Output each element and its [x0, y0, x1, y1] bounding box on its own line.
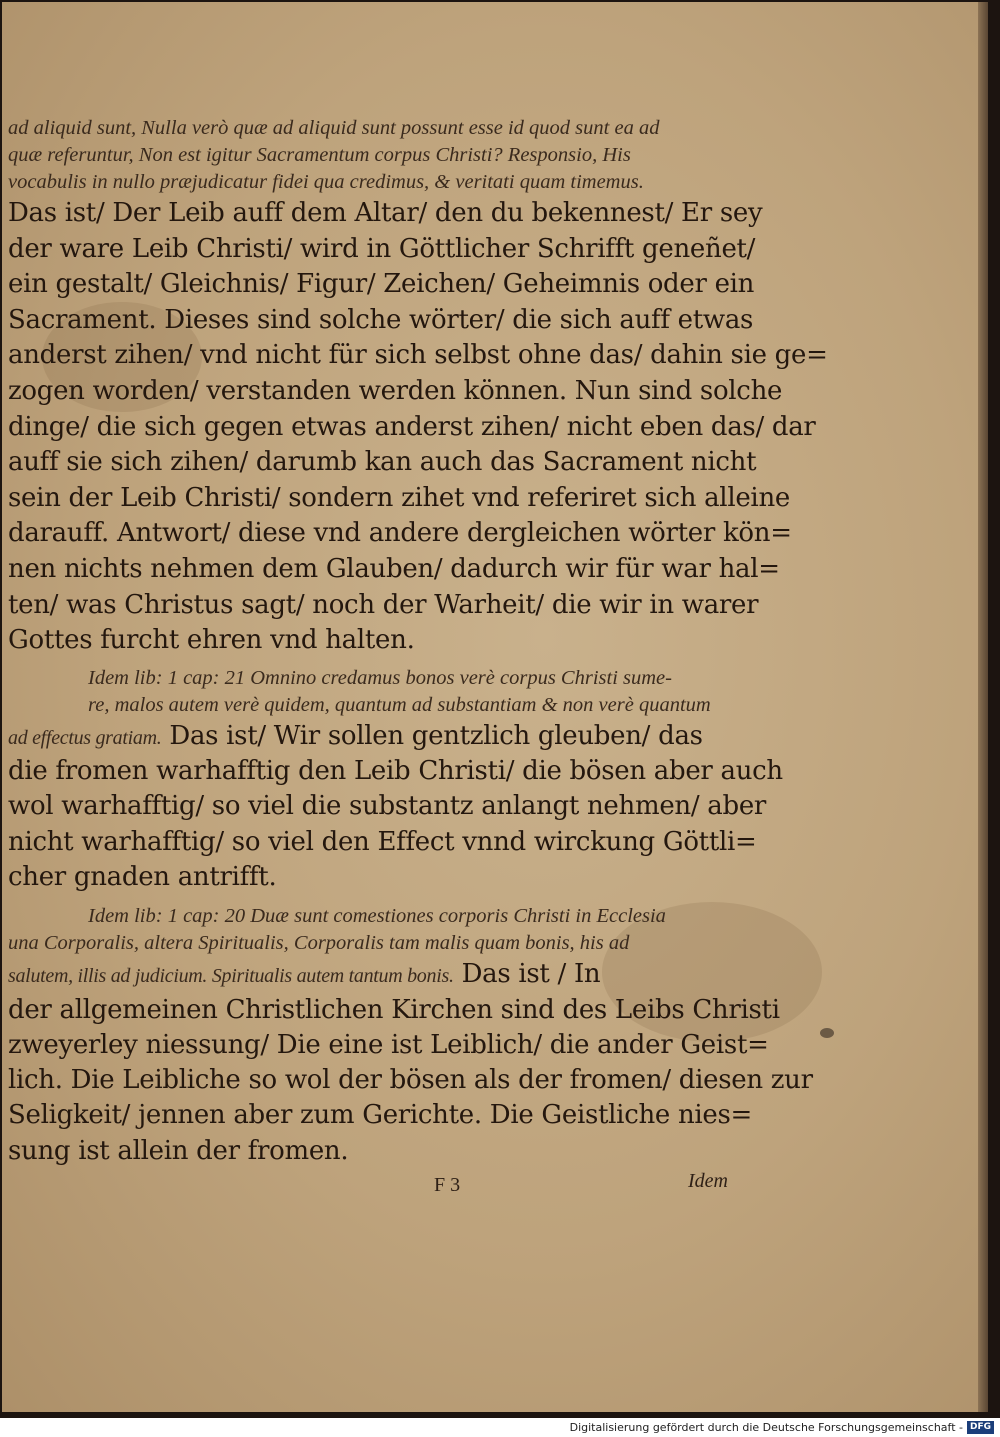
mixed-line: [8, 957, 743, 992]
text-line: una Corporalis, altera Spiritualis, Corporalis tam malis quam bonis, his ad: [8, 932, 630, 955]
text-line: zweyerley niessung/ Die eine ist Leiblich/ die ander Geist=: [8, 1029, 769, 1060]
text-line: die fromen warhafftig den Leib Christi/ die bösen aber auch: [8, 756, 783, 787]
funding-notice: Digitalisierung gefördert durch die Deutsche Forschungsgemeinschaft -: [569, 1421, 963, 1434]
german-passage-2: [8, 719, 783, 895]
text-line: darauff. Antwort/ diese vnd andere dergleichen wörter kön=: [8, 518, 792, 549]
text-line: ad aliquid sunt, Nulla verò quæ ad aliquid sunt possunt esse id quod sunt ea ad: [8, 117, 660, 139]
footer-bar: [0, 1418, 1000, 1437]
text-line: Idem lib: 1 cap: 20 Duæ sunt comestiones corporis Christi in Ecclesia: [88, 905, 666, 928]
text-line: Sacrament. Dieses sind solche wörter/ die sich auff etwas: [8, 304, 754, 335]
latin-fragment: ad effectus gratiam.: [8, 726, 162, 749]
text-line: Das ist/ Der Leib auff dem Altar/ den du bekennest/ Er sey: [8, 198, 763, 228]
text-line: ein gestalt/ Gleichnis/ Figur/ Zeichen/ Geheimnis oder ein: [8, 269, 755, 300]
text-line: lich. Die Leibliche so wol der bösen als der fromen/ diesen zur: [8, 1065, 813, 1096]
text-line: sung ist allein der fromen.: [8, 1135, 349, 1166]
text-line: nen nichts nehmen dem Glauben/ dadurch wir für war hal=: [8, 553, 780, 584]
german-passage-1: [8, 196, 828, 659]
german-passage-3: [8, 957, 813, 1169]
text-line: Idem lib: 1 cap: 21 Omnino credamus bonos verè corpus Christi sume-: [88, 666, 672, 689]
latin-passage-3: [8, 903, 743, 957]
dfg-logo[interactable]: DFG: [967, 1421, 994, 1434]
text-line: wol warhafftig/ so viel die substantz anlangt nehmen/ aber: [8, 791, 767, 822]
text-line: sein der Leib Christi/ sondern zihet vnd referiret sich alleine: [8, 482, 790, 513]
text-line: dinge/ die sich gegen etwas anderst zihen/ nicht eben das/ dar: [8, 411, 816, 442]
ink-blot: [820, 1028, 834, 1038]
text-line: zogen worden/ verstanden werden können. Nun sind solche: [8, 375, 783, 406]
text-line: nicht warhafftig/ so viel den Effect vnnd wirckung Göttli=: [8, 826, 757, 857]
text-line: vocabulis in nullo præjudicatur fidei qua credimus, & veritati quam timemus.: [8, 171, 644, 193]
catchword: Idem: [688, 1170, 728, 1192]
text-line: Gottes furcht ehren vnd halten.: [8, 625, 415, 656]
german-fragment: Das ist/ Wir sollen gentzlich gleuben/ das: [169, 720, 703, 751]
page-edge: [978, 2, 988, 1412]
text-block: [8, 115, 828, 1169]
book-page: [2, 2, 988, 1412]
text-line: quæ referuntur, Non est igitur Sacramentum corpus Christi? Responsio, His: [8, 144, 631, 166]
text-line: re, malos autem verè quidem, quantum ad substantiam & non verè quantum: [88, 693, 711, 716]
mixed-line: [8, 719, 743, 754]
text-line: der ware Leib Christi/ wird in Göttlicher Schrifft geneñet/: [8, 233, 756, 264]
latin-fragment: salutem, illis ad judicium. Spiritualis autem tantum bonis.: [8, 965, 454, 988]
text-line: cher gnaden antrifft.: [8, 861, 277, 892]
text-line: ten/ was Christus sagt/ noch der Warheit/ die wir in warer: [8, 589, 759, 620]
german-fragment: Das ist / In: [461, 959, 601, 990]
latin-passage-1: [8, 115, 743, 196]
latin-passage-2: [8, 665, 743, 719]
text-line: Seligkeit/ jennen aber zum Gerichte. Die Geistliche nies=: [8, 1100, 753, 1131]
signature-mark: F 3: [434, 1174, 461, 1196]
text-line: der allgemeinen Christlichen Kirchen sind des Leibs Christi: [8, 994, 780, 1025]
text-line: auff sie sich zihen/ darumb kan auch das Sacrament nicht: [8, 447, 757, 478]
text-line: anderst zihen/ vnd nicht für sich selbst ohne das/ dahin sie ge=: [8, 340, 828, 371]
